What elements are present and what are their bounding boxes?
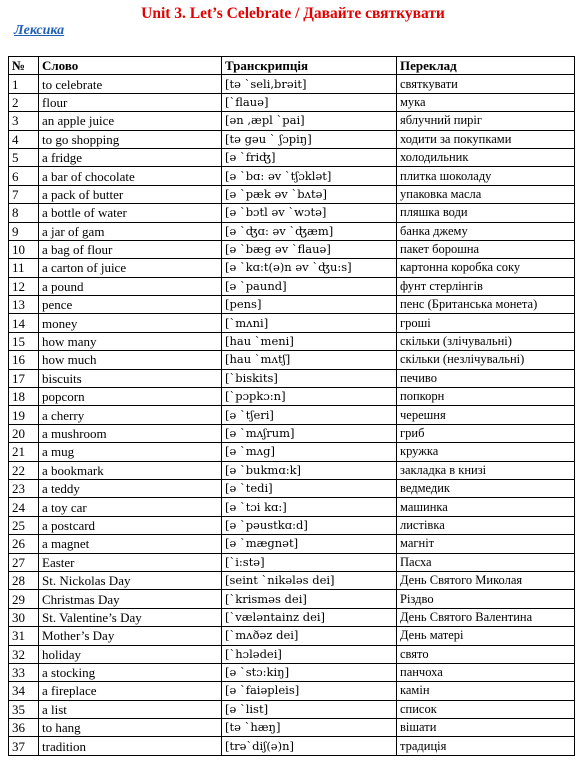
cell-word: Mother’s Day: [39, 627, 222, 645]
cell-transcription: [seint `nikələs dei]: [222, 571, 397, 589]
table-row: [9, 277, 575, 295]
cell-translation: кружка: [397, 443, 575, 461]
cell-word: to hang: [39, 719, 222, 737]
table-row: [9, 571, 575, 589]
cell-transcription: [trə`diʃ(ə)n]: [222, 737, 397, 755]
page-title: Unit 3. Let’s Celebrate / Давайте святкувати: [141, 5, 445, 22]
cell-word: St. Valentine’s Day: [39, 608, 222, 626]
cell-transcription: [ə `tʃeri]: [222, 406, 397, 424]
cell-number: 26: [9, 535, 39, 553]
cell-translation: пенс (Британська монета): [397, 296, 575, 314]
cell-transcription: [`mʌni]: [222, 314, 397, 332]
cell-word: a toy car: [39, 498, 222, 516]
cell-transcription: [ə `ʤɑ: əv `ʤæm]: [222, 222, 397, 240]
table-row: [9, 479, 575, 497]
cell-transcription: [hau `meni]: [222, 332, 397, 350]
table-row: [9, 332, 575, 350]
table-row: [9, 535, 575, 553]
cell-translation: пакет борошна: [397, 240, 575, 258]
cell-translation: яблучний пиріг: [397, 112, 575, 130]
cell-translation: список: [397, 700, 575, 718]
cell-word: Easter: [39, 553, 222, 571]
cell-number: 27: [9, 553, 39, 571]
cell-number: 12: [9, 277, 39, 295]
cell-word: popcorn: [39, 388, 222, 406]
cell-transcription: [ə `bɔtl əv `wɔtə]: [222, 204, 397, 222]
cell-word: a cherry: [39, 406, 222, 424]
cell-number: 7: [9, 185, 39, 203]
cell-number: 34: [9, 682, 39, 700]
cell-translation: мука: [397, 93, 575, 111]
cell-word: a carton of juice: [39, 259, 222, 277]
table-row: [9, 130, 575, 148]
cell-number: 29: [9, 590, 39, 608]
cell-number: 19: [9, 406, 39, 424]
cell-translation: холодильник: [397, 148, 575, 166]
cell-word: a mushroom: [39, 424, 222, 442]
table-row: [9, 314, 575, 332]
table-header-row: [9, 57, 575, 75]
cell-translation: скільки (незлічувальні): [397, 351, 575, 369]
cell-transcription: [pens]: [222, 296, 397, 314]
cell-transcription: [ə `bukmɑ:k]: [222, 461, 397, 479]
column-header-transcription: Транскрипція: [222, 57, 397, 75]
cell-word: to go shopping: [39, 130, 222, 148]
cell-transcription: [ə `mʌg]: [222, 443, 397, 461]
table-row: [9, 93, 575, 111]
table-row: [9, 700, 575, 718]
cell-transcription: [ə `pəustkɑ:d]: [222, 516, 397, 534]
table-row: [9, 204, 575, 222]
cell-transcription: [ə `kɑ:t(ə)n əv `ʤu:s]: [222, 259, 397, 277]
cell-word: a fridge: [39, 148, 222, 166]
cell-number: 32: [9, 645, 39, 663]
cell-transcription: [ə `tedi]: [222, 479, 397, 497]
table-row: [9, 388, 575, 406]
cell-word: a magnet: [39, 535, 222, 553]
cell-transcription: [tə `seli,brəit]: [222, 75, 397, 93]
cell-translation: закладка в книзі: [397, 461, 575, 479]
cell-word: a mug: [39, 443, 222, 461]
cell-translation: свято: [397, 645, 575, 663]
cell-transcription: [`pɔpkɔ:n]: [222, 388, 397, 406]
table-row: [9, 608, 575, 626]
cell-number: 25: [9, 516, 39, 534]
cell-transcription: [ə `tɔi kɑ:]: [222, 498, 397, 516]
cell-number: 24: [9, 498, 39, 516]
cell-translation: День Святого Миколая: [397, 571, 575, 589]
cell-translation: банка джему: [397, 222, 575, 240]
table-row: [9, 296, 575, 314]
cell-number: 33: [9, 663, 39, 681]
cell-number: 18: [9, 388, 39, 406]
cell-transcription: [ə `mʌʃrum]: [222, 424, 397, 442]
cell-translation: пляшка води: [397, 204, 575, 222]
cell-word: how much: [39, 351, 222, 369]
vocabulary-table: [8, 56, 575, 756]
cell-word: biscuits: [39, 369, 222, 387]
cell-transcription: [ən ,æpl `pai]: [222, 112, 397, 130]
table-row: [9, 553, 575, 571]
cell-number: 28: [9, 571, 39, 589]
cell-word: St. Nickolas Day: [39, 571, 222, 589]
section-heading-link[interactable]: Лексика: [14, 23, 65, 38]
cell-word: a bookmark: [39, 461, 222, 479]
cell-number: 5: [9, 148, 39, 166]
cell-translation: гроші: [397, 314, 575, 332]
cell-translation: плитка шоколаду: [397, 167, 575, 185]
cell-word: pence: [39, 296, 222, 314]
cell-number: 35: [9, 700, 39, 718]
cell-word: flour: [39, 93, 222, 111]
table-row: [9, 222, 575, 240]
table-row: [9, 112, 575, 130]
cell-word: money: [39, 314, 222, 332]
cell-transcription: [ə `bɑ: əv `tʃɔklət]: [222, 167, 397, 185]
cell-word: a bottle of water: [39, 204, 222, 222]
cell-translation: гриб: [397, 424, 575, 442]
cell-translation: черешня: [397, 406, 575, 424]
cell-translation: скільки (злічувальні): [397, 332, 575, 350]
table-row: [9, 627, 575, 645]
table-row: [9, 737, 575, 755]
cell-translation: попкорн: [397, 388, 575, 406]
cell-transcription: [tə gəu ` ʃɔpiŋ]: [222, 130, 397, 148]
cell-transcription: [hau `mʌtʃ]: [222, 351, 397, 369]
cell-transcription: [`mʌðəz dei]: [222, 627, 397, 645]
cell-number: 21: [9, 443, 39, 461]
cell-word: a list: [39, 700, 222, 718]
cell-translation: Пасха: [397, 553, 575, 571]
table-row: [9, 351, 575, 369]
cell-transcription: [ə `list]: [222, 700, 397, 718]
cell-number: 10: [9, 240, 39, 258]
cell-transcription: [ə `friʤ]: [222, 148, 397, 166]
cell-word: how many: [39, 332, 222, 350]
table-row: [9, 148, 575, 166]
table-row: [9, 75, 575, 93]
cell-word: a jar of gam: [39, 222, 222, 240]
cell-number: 23: [9, 479, 39, 497]
cell-transcription: [ə `stɔ:kiŋ]: [222, 663, 397, 681]
cell-translation: листівка: [397, 516, 575, 534]
cell-transcription: [ə `paund]: [222, 277, 397, 295]
table-row: [9, 682, 575, 700]
cell-word: to celebrate: [39, 75, 222, 93]
cell-translation: картонна коробка соку: [397, 259, 575, 277]
cell-word: holiday: [39, 645, 222, 663]
cell-translation: фунт стерлінгів: [397, 277, 575, 295]
cell-number: 4: [9, 130, 39, 148]
cell-transcription: [ə `pæk əv `bʌtə]: [222, 185, 397, 203]
table-row: [9, 424, 575, 442]
cell-transcription: [`krisməs dei]: [222, 590, 397, 608]
table-row: [9, 498, 575, 516]
cell-number: 16: [9, 351, 39, 369]
cell-number: 15: [9, 332, 39, 350]
cell-number: 1: [9, 75, 39, 93]
cell-number: 13: [9, 296, 39, 314]
table-row: [9, 406, 575, 424]
cell-translation: вішати: [397, 719, 575, 737]
cell-translation: День Святого Валентина: [397, 608, 575, 626]
cell-transcription: [`flauə]: [222, 93, 397, 111]
cell-transcription: [ə `mægnət]: [222, 535, 397, 553]
cell-word: a pack of butter: [39, 185, 222, 203]
table-row: [9, 461, 575, 479]
cell-word: a pound: [39, 277, 222, 295]
cell-number: 17: [9, 369, 39, 387]
cell-number: 20: [9, 424, 39, 442]
cell-translation: печиво: [397, 369, 575, 387]
cell-word: a bar of chocolate: [39, 167, 222, 185]
table-row: [9, 663, 575, 681]
cell-word: a bag of flour: [39, 240, 222, 258]
cell-number: 36: [9, 719, 39, 737]
cell-transcription: [`i:stə]: [222, 553, 397, 571]
cell-translation: традиція: [397, 737, 575, 755]
cell-word: a stocking: [39, 663, 222, 681]
cell-transcription: [`væləntainz dei]: [222, 608, 397, 626]
cell-number: 3: [9, 112, 39, 130]
cell-translation: камін: [397, 682, 575, 700]
cell-transcription: [ə `bæg əv `flauə]: [222, 240, 397, 258]
cell-word: Christmas Day: [39, 590, 222, 608]
cell-transcription: [`biskits]: [222, 369, 397, 387]
cell-number: 2: [9, 93, 39, 111]
cell-number: 14: [9, 314, 39, 332]
cell-transcription: [ə `faiəpleis]: [222, 682, 397, 700]
cell-number: 31: [9, 627, 39, 645]
cell-number: 9: [9, 222, 39, 240]
table-row: [9, 719, 575, 737]
cell-transcription: [tə `hæŋ]: [222, 719, 397, 737]
table-row: [9, 185, 575, 203]
cell-number: 6: [9, 167, 39, 185]
table-row: [9, 590, 575, 608]
table-row: [9, 443, 575, 461]
table-row: [9, 259, 575, 277]
cell-translation: ведмедик: [397, 479, 575, 497]
table-row: [9, 240, 575, 258]
cell-translation: ходити за покупками: [397, 130, 575, 148]
cell-translation: магніт: [397, 535, 575, 553]
column-header-translation: Переклад: [397, 57, 575, 75]
table-row: [9, 516, 575, 534]
cell-translation: святкувати: [397, 75, 575, 93]
cell-transcription: [`hɔlədei]: [222, 645, 397, 663]
cell-translation: Різдво: [397, 590, 575, 608]
cell-word: a teddy: [39, 479, 222, 497]
cell-word: tradition: [39, 737, 222, 755]
cell-translation: машинка: [397, 498, 575, 516]
cell-word: a postcard: [39, 516, 222, 534]
cell-number: 30: [9, 608, 39, 626]
table-row: [9, 369, 575, 387]
column-header-word: Слово: [39, 57, 222, 75]
cell-number: 37: [9, 737, 39, 755]
column-header-number: №: [9, 57, 39, 75]
table-row: [9, 645, 575, 663]
table-row: [9, 167, 575, 185]
cell-number: 22: [9, 461, 39, 479]
cell-word: an apple juice: [39, 112, 222, 130]
cell-word: a fireplace: [39, 682, 222, 700]
cell-translation: панчоха: [397, 663, 575, 681]
cell-number: 8: [9, 204, 39, 222]
cell-translation: упаковка масла: [397, 185, 575, 203]
cell-number: 11: [9, 259, 39, 277]
cell-translation: День матері: [397, 627, 575, 645]
